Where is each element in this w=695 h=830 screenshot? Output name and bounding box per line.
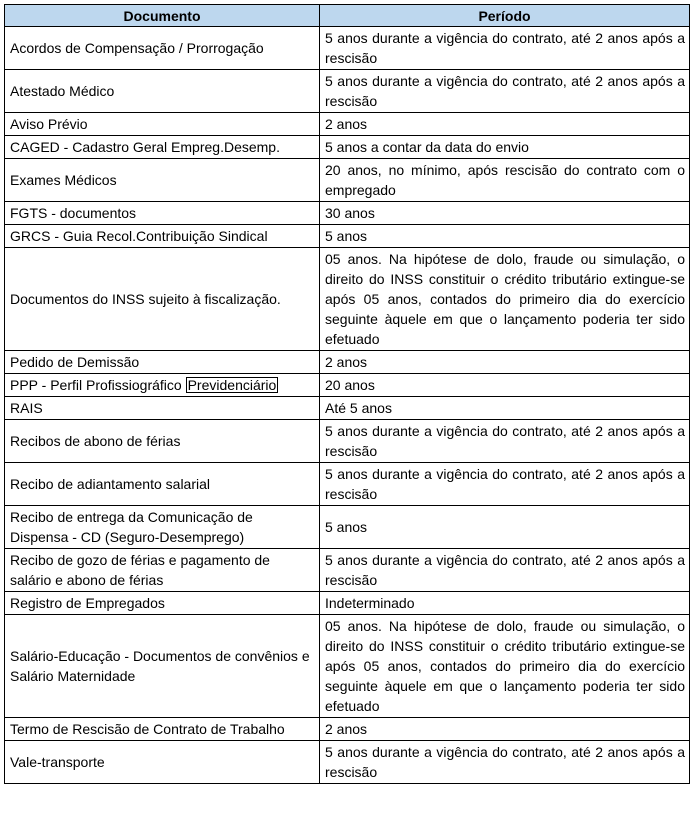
table-row [5, 397, 690, 420]
table-row [5, 549, 690, 592]
header-periodo: Período [320, 5, 690, 27]
document-cell-part-a: PPP - Perfil Profissiográfico [10, 377, 182, 393]
document-cell: CAGED - Cadastro Geral Empreg.Desemp. [5, 136, 320, 159]
period-cell: 5 anos [320, 225, 690, 248]
document-cell: Recibos de abono de férias [5, 420, 320, 463]
table-row [5, 225, 690, 248]
retention-table [4, 4, 690, 784]
document-cell: FGTS - documentos [5, 202, 320, 225]
period-cell: 5 anos durante a vigência do contrato, até 2 anos após a rescisão [320, 70, 690, 113]
table-row [5, 718, 690, 741]
table-row [5, 202, 690, 225]
document-cell: Documentos do INSS sujeito à fiscalização. [5, 248, 320, 351]
period-cell: 5 anos durante a vigência do contrato, até 2 anos após a rescisão [320, 27, 690, 70]
document-cell: Salário-Educação - Documentos de convênios e Salário Maternidade [5, 615, 320, 718]
table-row [5, 113, 690, 136]
period-cell: 5 anos durante a vigência do contrato, até 2 anos após a rescisão [320, 741, 690, 784]
document-cell: Recibo de entrega da Comunicação de Dispensa - CD (Seguro-Desemprego) [5, 506, 320, 549]
period-cell: 30 anos [320, 202, 690, 225]
table-row [5, 592, 690, 615]
table-row [5, 159, 690, 202]
table-row [5, 27, 690, 70]
period-cell: 5 anos durante a vigência do contrato, até 2 anos após a rescisão [320, 463, 690, 506]
table-row [5, 374, 690, 397]
period-cell: 5 anos [320, 506, 690, 549]
retention-table-container [4, 4, 689, 784]
table-row [5, 463, 690, 506]
table-row [5, 351, 690, 374]
document-cell: Registro de Empregados [5, 592, 320, 615]
document-cell: Acordos de Compensação / Prorrogação [5, 27, 320, 70]
table-row [5, 506, 690, 549]
document-cell: Termo de Rescisão de Contrato de Trabalho [5, 718, 320, 741]
period-cell: 5 anos durante a vigência do contrato, até 2 anos após a rescisão [320, 420, 690, 463]
period-cell: 20 anos, no mínimo, após rescisão do contrato com o empregado [320, 159, 690, 202]
document-cell: GRCS - Guia Recol.Contribuição Sindical [5, 225, 320, 248]
period-cell: 2 anos [320, 351, 690, 374]
period-cell: 2 anos [320, 718, 690, 741]
period-cell: Indeterminado [320, 592, 690, 615]
period-cell: 2 anos [320, 113, 690, 136]
table-row [5, 248, 690, 351]
header-row [5, 5, 690, 27]
period-cell: 05 anos. Na hipótese de dolo, fraude ou simulação, o direito do INSS constituir o crédito tributário extingue-se após 05 anos, contados do primeiro dia do exercício seguinte àquele em que o lançamento poderia ter sido efetuado [320, 615, 690, 718]
period-cell: Até 5 anos [320, 397, 690, 420]
period-cell: 20 anos [320, 374, 690, 397]
document-cell: RAIS [5, 397, 320, 420]
period-cell: 5 anos durante a vigência do contrato, até 2 anos após a rescisão [320, 549, 690, 592]
document-cell: Aviso Prévio [5, 113, 320, 136]
document-cell: Pedido de Demissão [5, 351, 320, 374]
table-row [5, 741, 690, 784]
document-cell [5, 374, 320, 397]
table-row [5, 615, 690, 718]
document-cell: Vale-transporte [5, 741, 320, 784]
document-cell: Exames Médicos [5, 159, 320, 202]
table-row [5, 420, 690, 463]
document-cell: Atestado Médico [5, 70, 320, 113]
header-documento: Documento [5, 5, 320, 27]
period-cell: 05 anos. Na hipótese de dolo, fraude ou simulação, o direito do INSS constituir o crédito tributário extingue-se após 05 anos, contados do primeiro dia do exercício seguinte àquele em que o lançamento poderia ter sido efetuado [320, 248, 690, 351]
document-cell-part-b: Previdenciário [187, 377, 277, 393]
document-cell: Recibo de gozo de férias e pagamento de salário e abono de férias [5, 549, 320, 592]
table-row [5, 136, 690, 159]
document-cell: Recibo de adiantamento salarial [5, 463, 320, 506]
period-cell: 5 anos a contar da data do envio [320, 136, 690, 159]
table-row [5, 70, 690, 113]
